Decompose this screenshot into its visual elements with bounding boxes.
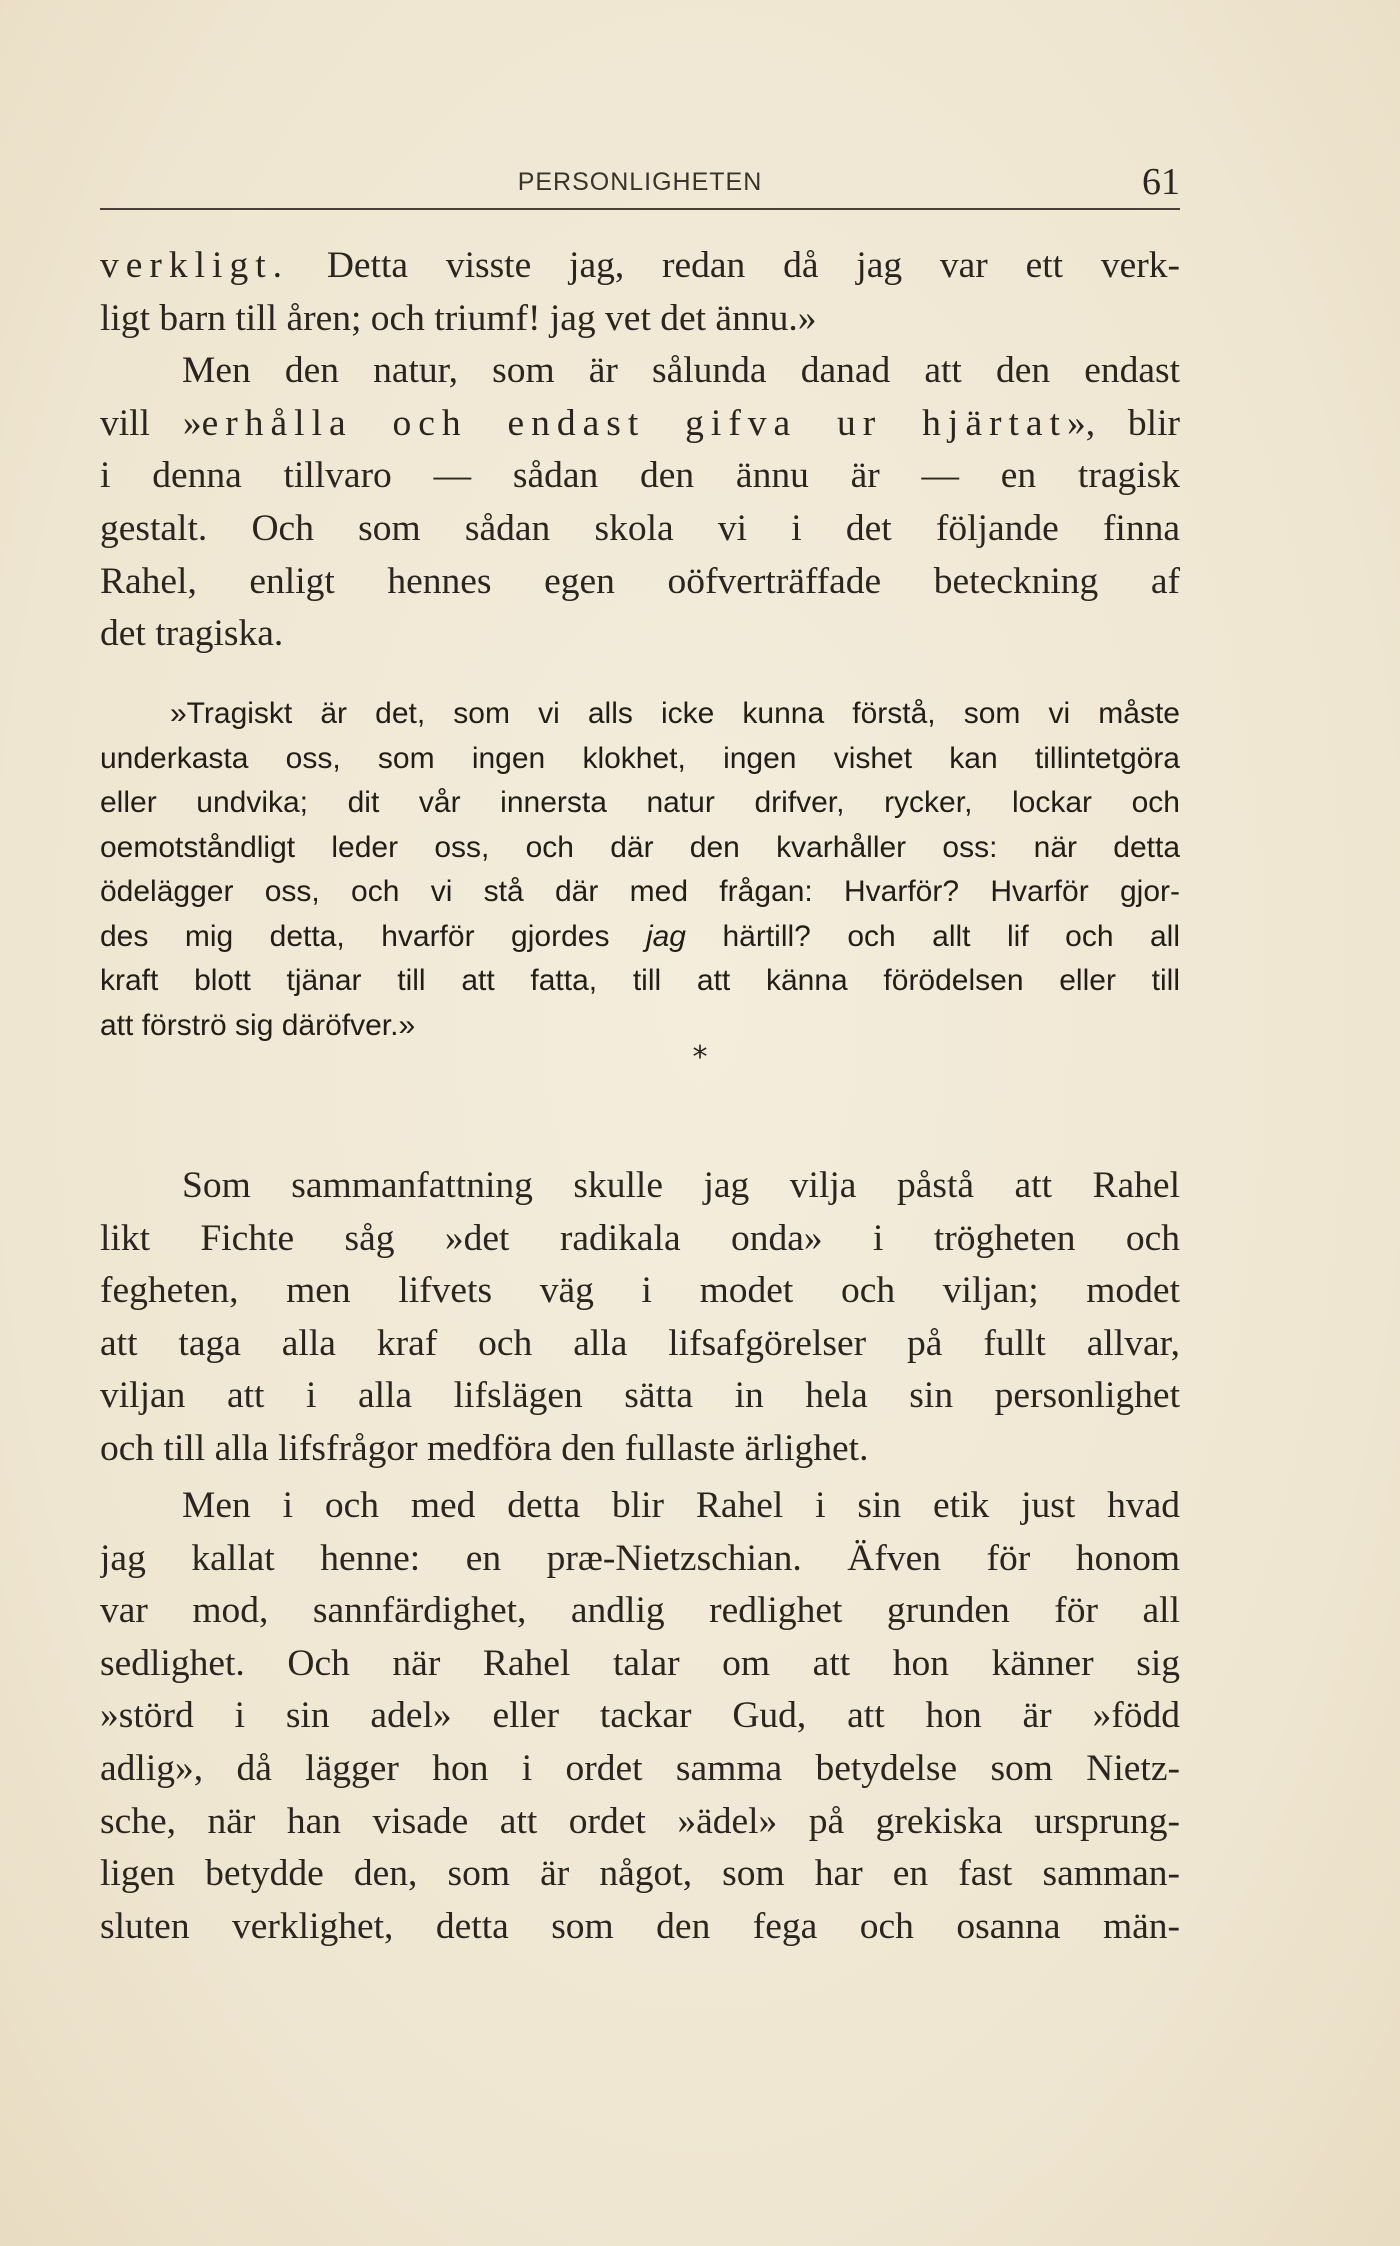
text-span: Detta visste jag, redan då jag var ett verk-: [289, 245, 1180, 286]
text-line: ligen betydde den, som är något, som har en fast samman-: [100, 1853, 1180, 1895]
text-line: »störd i sin adel» eller tackar Gud, att hon är »född: [100, 1695, 1180, 1737]
text-line: ligt barn till åren; och triumf! jag vet det ännu.»: [100, 297, 817, 339]
text-line: sluten verklighet, detta som den fega och osanna män-: [100, 1905, 1180, 1947]
quote-line: oemotståndligt leder oss, och där den kvarhåller oss: när detta: [100, 830, 1180, 864]
paragraph-2: [100, 1160, 1180, 1476]
text-line: och till alla lifsfrågor medföra den fullaste ärlighet.: [100, 1427, 869, 1469]
page-number: 61: [1142, 161, 1180, 203]
block-quote: [100, 692, 1180, 1048]
text-line: Rahel, enligt hennes egen oöfverträffade beteckning af: [100, 560, 1180, 602]
quote-line: »Tragiskt är det, som vi alls icke kunna förstå, som vi måste: [170, 697, 1180, 730]
text-line: likt Fichte såg »det radikala onda» i trögheten och: [100, 1217, 1180, 1259]
text-line: fegheten, men lifvets väg i modet och viljan; modet: [100, 1270, 1180, 1312]
text-line: det tragiska.: [100, 613, 284, 655]
quote-line: att förströ sig däröfver.»: [100, 1008, 416, 1042]
text-span: vill »: [100, 402, 202, 444]
quote-line: kraft blott tjänar till att fatta, till att känna förödelsen eller till: [100, 964, 1180, 997]
text-line: Men den natur, som är sålunda danad att den endast: [182, 350, 1180, 392]
text-line: i denna tillvaro — sådan den ännu är — en tragisk: [100, 455, 1180, 497]
spaced-phrase: erhålla och endast gifva ur hjärtat: [201, 402, 1067, 444]
text-line: gestalt. Och som sådan skola vi i det följande finna: [100, 507, 1180, 549]
running-head: PERSONLIGHETEN: [517, 168, 763, 196]
text-line: adlig», då lägger hon i ordet samma betydelse som Nietz-: [100, 1747, 1180, 1789]
text-line: att taga alla kraf och alla lifsafgörelser på fullt allvar,: [100, 1322, 1180, 1364]
text-line: viljan att i alla lifslägen sätta in hela sin personlighet: [100, 1375, 1180, 1417]
emphasized-word: jag: [645, 919, 686, 953]
spaced-word: verkligt.: [100, 245, 290, 286]
text-line: Som sammanfattning skulle jag vilja påstå att Rahel: [182, 1165, 1180, 1206]
text-line: Men i och med detta blir Rahel i sin etik just hvad: [182, 1485, 1180, 1526]
text-span: », blir: [1066, 402, 1180, 444]
text-line: sedlighet. Och när Rahel talar om att hon känner sig: [100, 1642, 1180, 1684]
text-line: jag kallat henne: en præ-Nietzschian. Äfven för honom: [100, 1537, 1180, 1579]
section-separator: *: [692, 1040, 708, 1075]
text-span: härtill? och allt lif och all: [685, 919, 1180, 953]
text-line: [100, 240, 1180, 293]
page-header: [100, 160, 1180, 204]
header-rule: [100, 208, 1180, 210]
quote-line: [100, 915, 1180, 960]
text-line: sche, när han visade att ordet »ädel» på grekiska ursprung-: [100, 1800, 1180, 1842]
text-line: var mod, sannfärdighet, andlig redlighet grunden för all: [100, 1590, 1180, 1632]
quote-line: eller undvika; dit vår innersta natur drifver, rycker, lockar och: [100, 786, 1180, 819]
paragraph-1: [100, 240, 1180, 661]
text-line: [100, 398, 1180, 451]
paragraph-3: [100, 1480, 1180, 1953]
quote-line: underkasta oss, som ingen klokhet, ingen vishet kan tillintetgöra: [100, 741, 1180, 775]
text-span: des mig detta, hvarför gjordes: [100, 919, 646, 953]
quote-line: ödelägger oss, och vi stå där med frågan: Hvarför? Hvarför gjor-: [100, 875, 1180, 908]
